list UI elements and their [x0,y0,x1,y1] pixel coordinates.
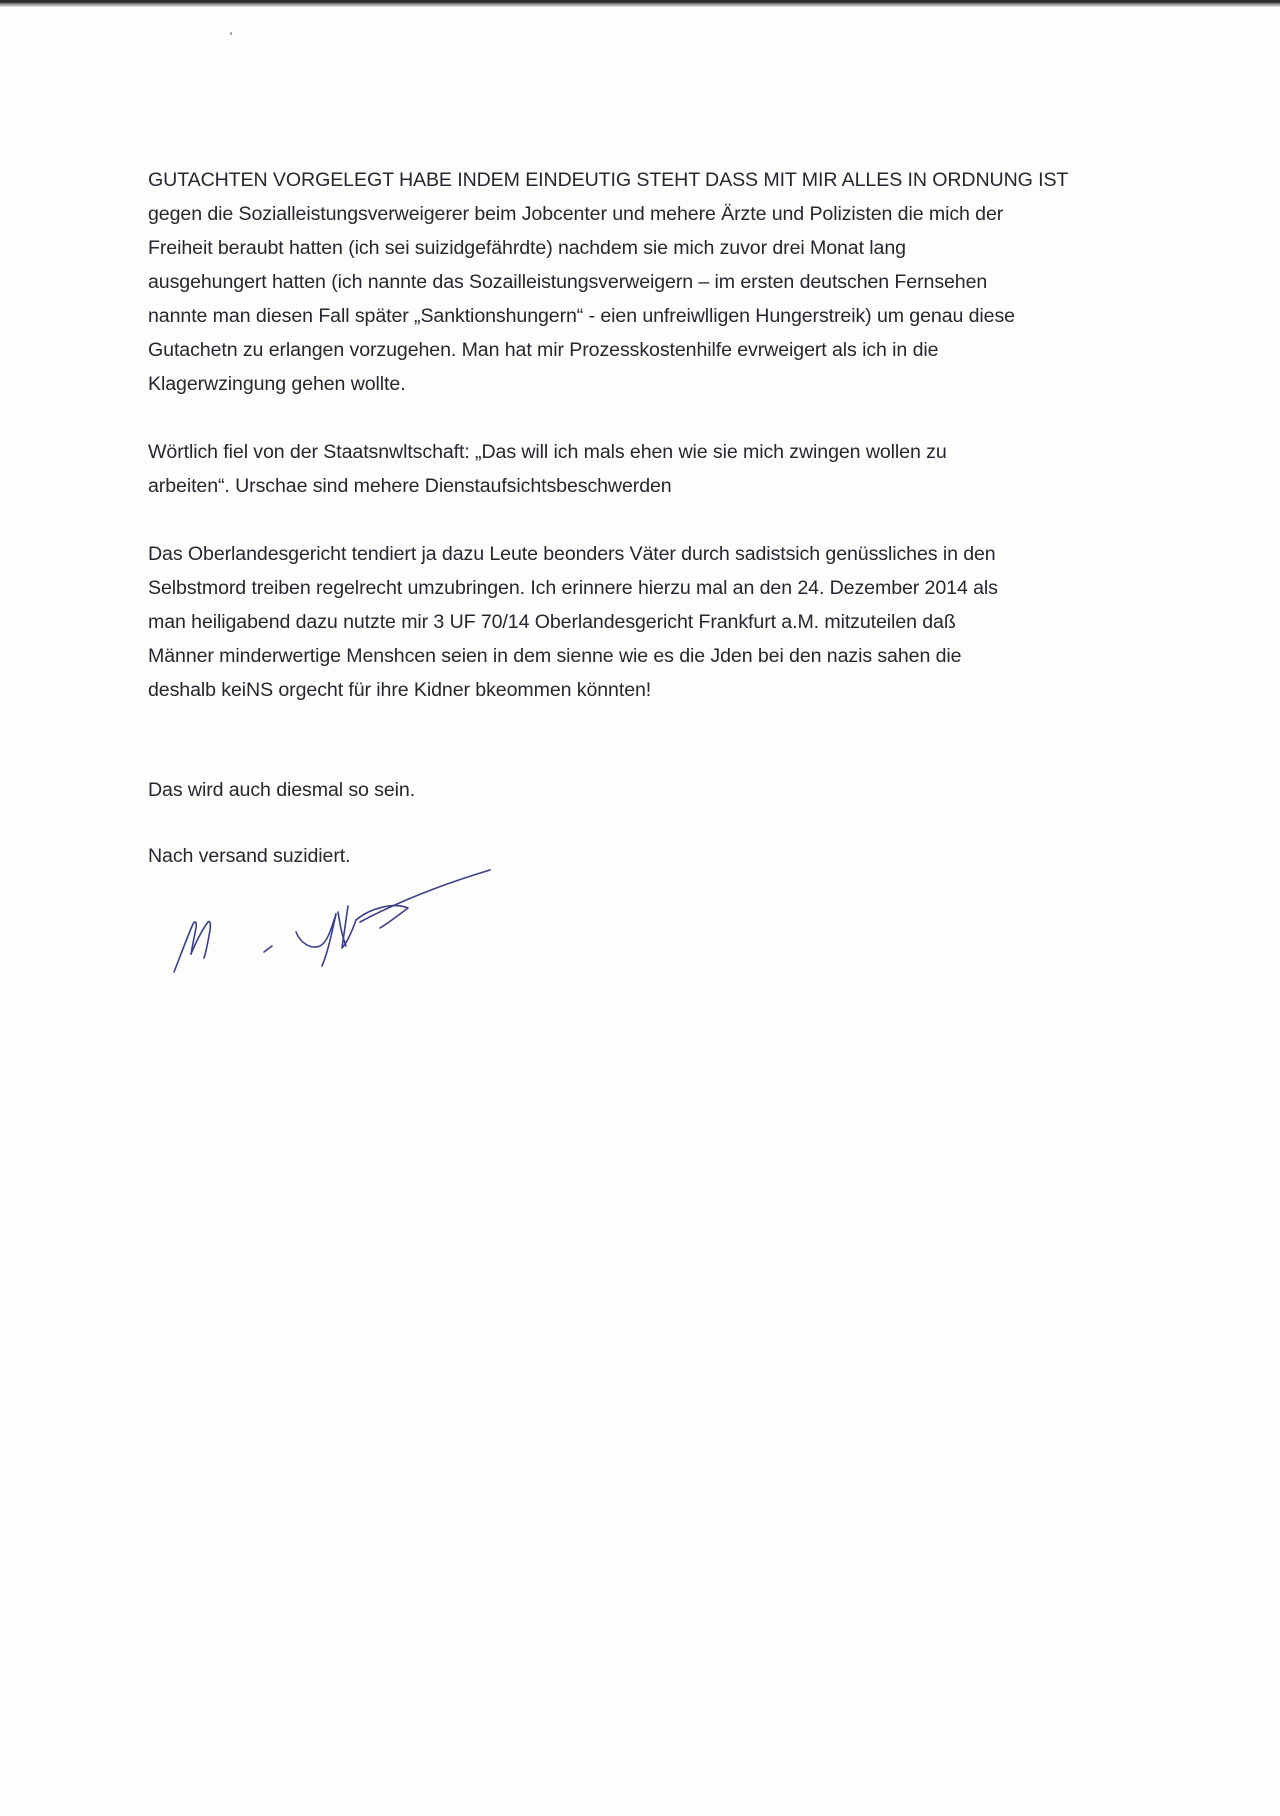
text-line: arbeiten“. Urschae sind mehere Dienstaufsichtsbeschwerden [148,475,672,497]
text-line: nannte man diesen Fall später „Sanktionshungern“ - eien unfreiwlligen Hungerstreik) um genau diese [148,305,1015,327]
text-line: gegen die Sozialleistungsverweigerer beim Jobcenter und mehere Ärzte und Polizisten die mich der [148,203,1004,225]
paragraph-2 [148,435,1128,503]
text-line: Gutachetn zu erlangen vorzugehen. Man hat mir Prozesskostenhilfe evrweigert als ich in die [148,339,939,361]
scan-top-edge [0,0,1280,7]
paragraph-3 [148,537,1128,707]
text-line: deshalb keiNS orgecht für ihre Kidner bkeommen könnten! [148,679,652,701]
signature-icon [160,862,510,982]
text-line: Das wird auch diesmal so sein. [148,779,416,801]
text-line: ausgehungert hatten (ich nannte das Sozailleistungsverweigern – im ersten deutschen Fernsehen [148,271,988,293]
text-line: Klagerwzingung gehen wollte. [148,373,406,395]
text-line: Freiheit beraubt hatten (ich sei suizidgefährdte) nachdem sie mich zuvor drei Monat lang [148,237,906,259]
text-line: Nach versand suzidiert. [148,845,351,867]
scan-speck [230,32,232,35]
paragraph-4 [148,773,1128,807]
text-line: Das Oberlandesgericht tendiert ja dazu Leute beonders Väter durch sadistsich genüssliches in den [148,543,996,565]
text-line: Wörtlich fiel von der Staatsnwltschaft: „Das will ich mals ehen wie sie mich zwingen wollen zu [148,441,947,463]
letter-body [148,163,1128,873]
text-line: man heiligabend dazu nutzte mir 3 UF 70/14 Oberlandesgericht Frankfurt a.M. mitzuteilen daß [148,611,956,633]
text-line: Männer minderwertige Menshcen seien in dem sienne wie es die Jden bei den nazis sahen die [148,645,962,667]
handwritten-signature [160,862,510,982]
text-line: GUTACHTEN VORGELEGT HABE INDEM EINDEUTIG STEHT DASS MIT MIR ALLES IN ORDNUNG IST [148,169,1069,191]
text-line: Selbstmord treiben regelrecht umzubringen. Ich erinnere hierzu mal an den 24. Dezember 2014 als [148,577,998,599]
paragraph-1 [148,163,1128,401]
